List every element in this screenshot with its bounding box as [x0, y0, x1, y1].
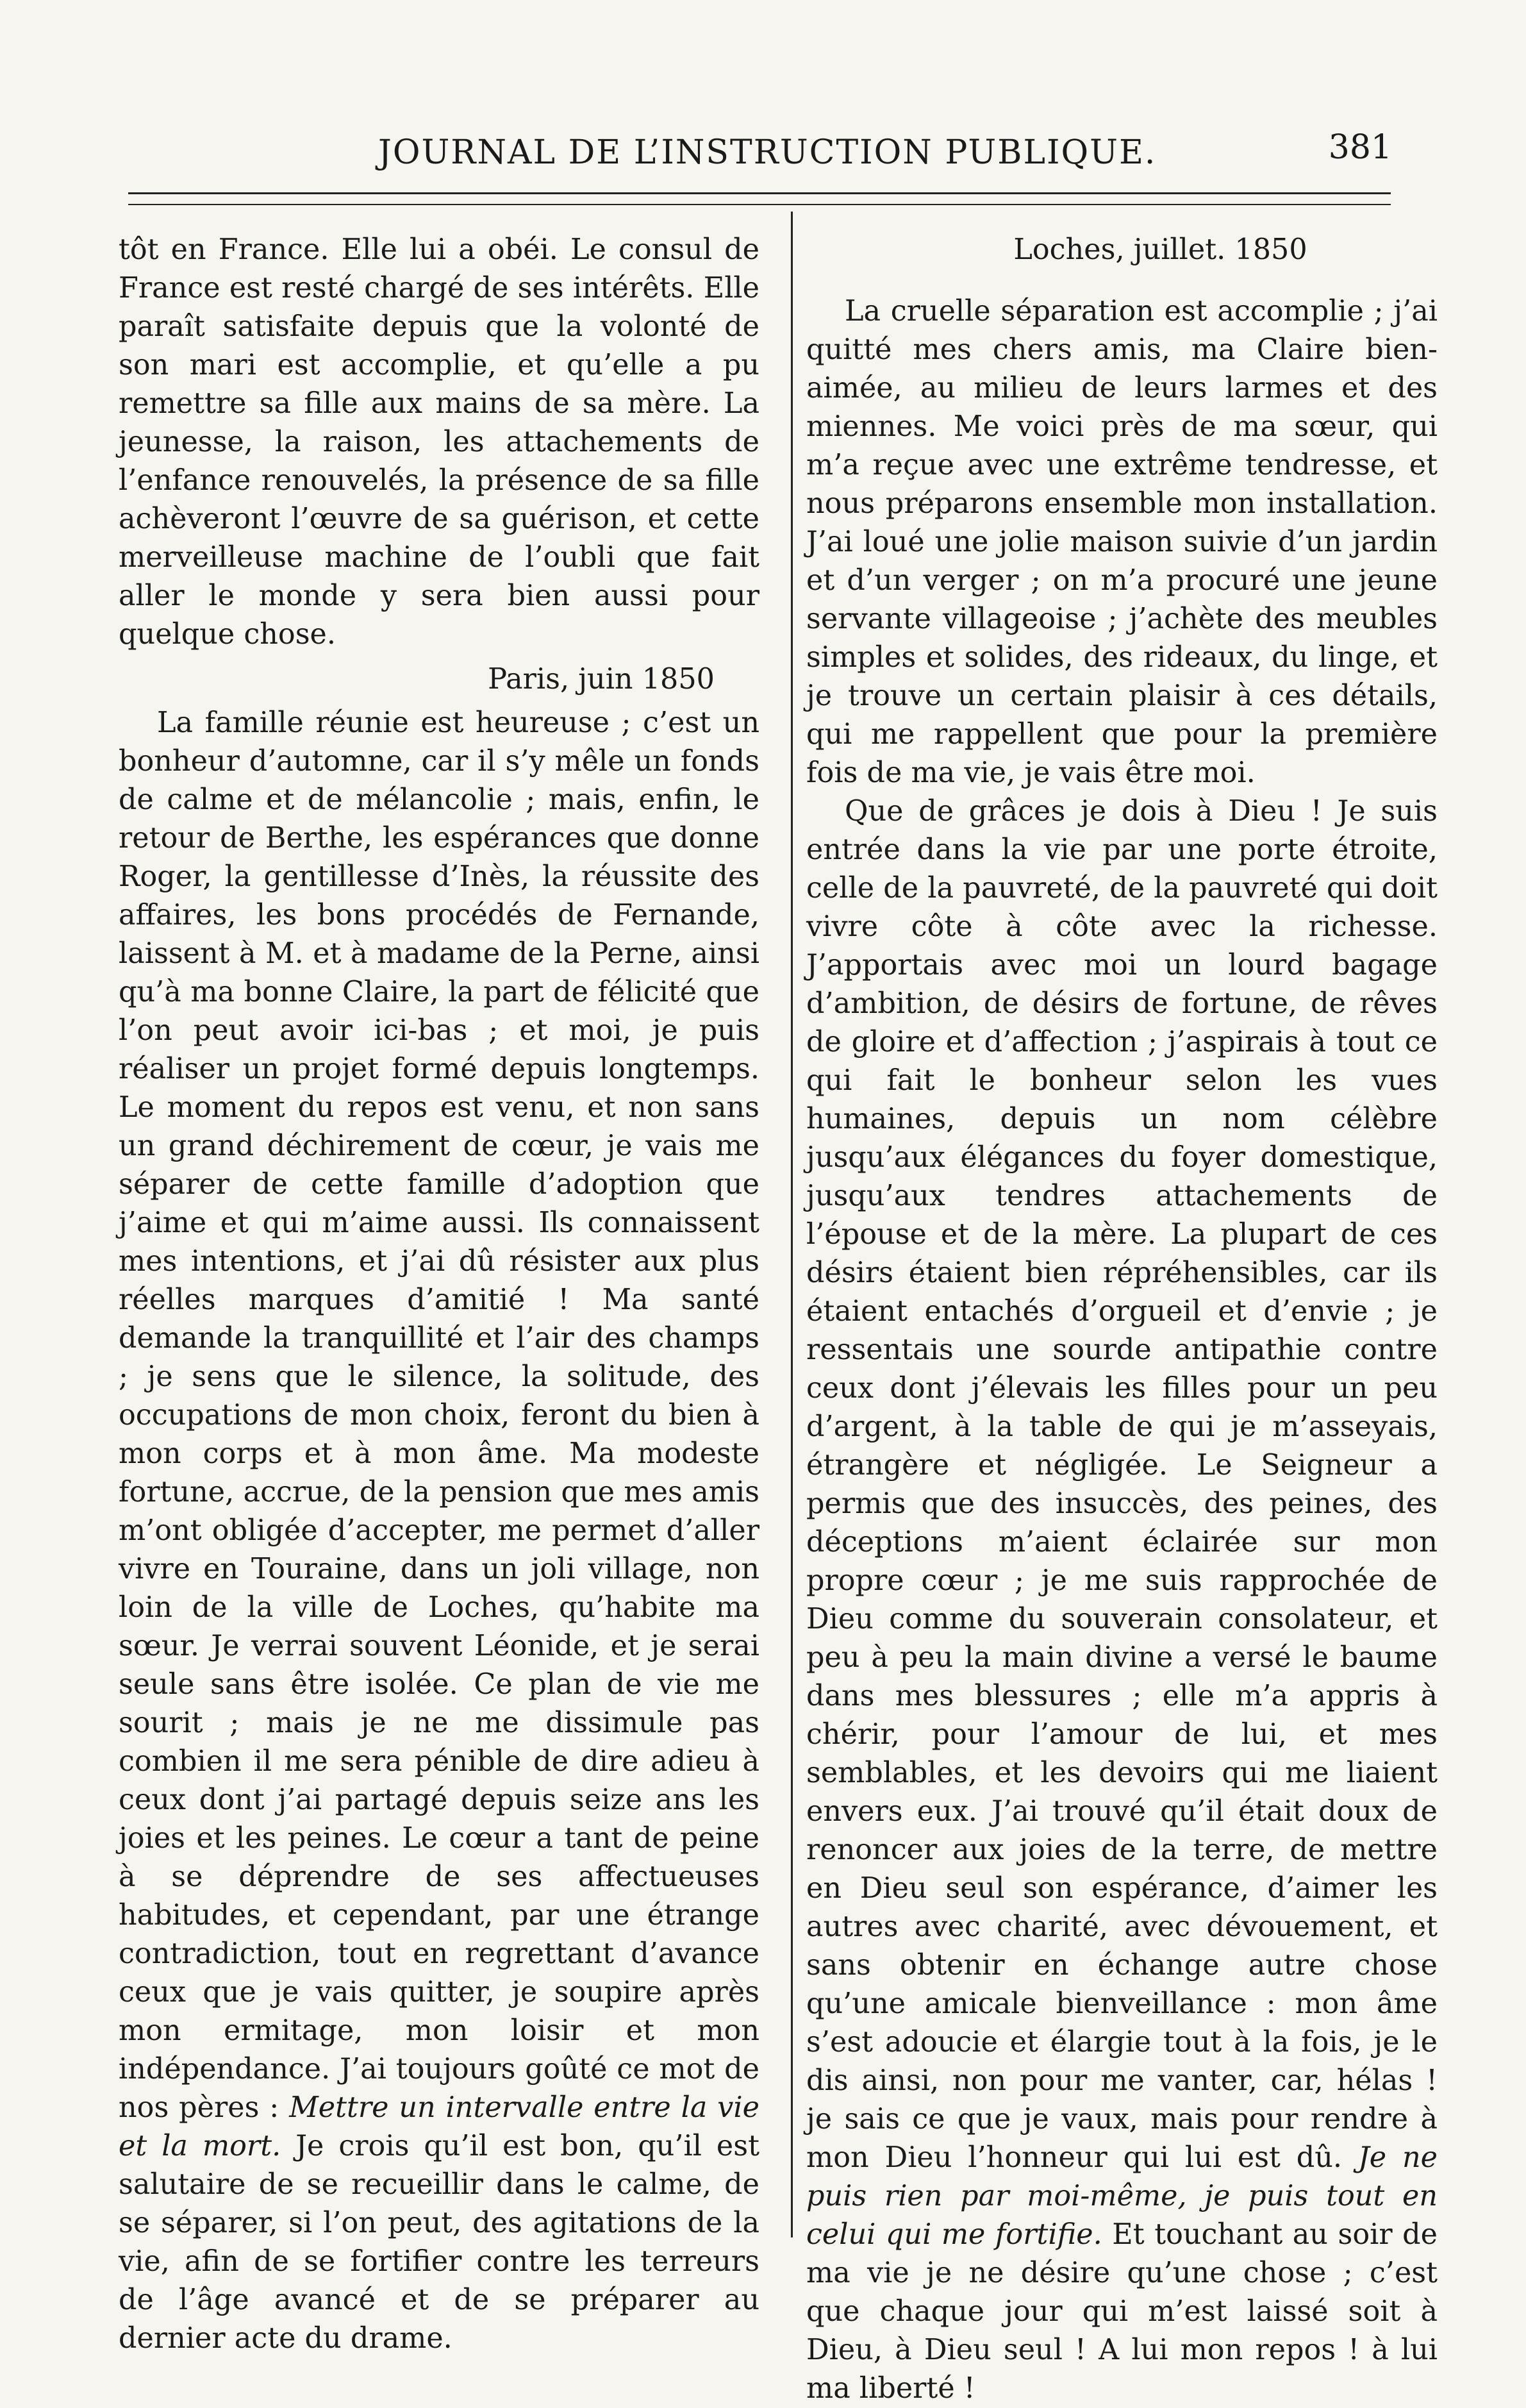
- journal-title: JOURNAL DE L’INSTRUCTION PUBLIQUE.: [378, 133, 1157, 172]
- right-paragraph-2-end: Et touchant au soir de ma vie je ne désire qu’une chose ; c’est que chaque jour qui m’est laissé soit à Dieu, à Dieu seul ! A lui mon repos ! à lui ma liberté !: [806, 2218, 1438, 2405]
- header-rule-thin: [128, 204, 1391, 205]
- page-number: 381: [1328, 128, 1392, 167]
- running-head: [115, 128, 1392, 180]
- left-paragraph-continued: tôt en France. Elle lui a obéi. Le consul de France est resté chargé de ses intérêts. Elle paraît satisfaite depuis que la volonté de son mari est accomplie, et qu’elle a pu remettre sa fille aux mains de sa mère. La jeunesse, la raison, les attachements de l’enfance renouvelés, la présence de sa fille achèveront l’œuvre de sa guérison, et cette merveilleuse machine de l’oubli que fait aller le monde y sera bien aussi pour quelque chose.: [119, 233, 759, 651]
- right-paragraph-2-text: Que de grâces je dois à Dieu ! Je suis entrée dans la vie par une porte étroite, celle de la pauvreté, de la pauvreté qui doit vivre côte à côte avec la richesse. J’apportais avec moi un lourd bagage d’ambition, de désirs de fortune, de rêves de gloire et d’affection ; j’aspirais à tout ce qui fait le bonheur selon les vues humaines, depuis un nom célèbre jusqu’aux élégances du foyer domestique, jusqu’aux tendres attachements de l’épouse et de la mère. La plupart de ces désirs étaient bien répréhensibles, car ils étaient entachés d’orgueil et d’envie ; je ressentais une sourde antipathie contre ceux dont j’élevais les filles pour un peu d’argent, à la table de qui je m’asseyais, étrangère et négligée. Le Seigneur a permis que des insuccès, des peines, des déceptions m’aient éclairée sur mon propre cœur ; je me suis rapprochée de Dieu comme du souverain consolateur, et peu à peu la main divine a versé le baume dans mes blessures ; elle m’a appris à chérir, pour l’amour de lui, et mes semblables, et les devoirs qui me liaient envers eux. J’ai trouvé qu’il était doux de renoncer aux joies de la terre, de mettre en Dieu seul son espérance, d’aimer les autres avec charité, avec dévouement, et sans obtenir en échange autre chose qu’une amicale bienveillance : mon âme s’est adoucie et élargie tout à la fois, je le dis ainsi, non pour me vanter, car, hélas ! je sais ce que je vaux, mais pour rendre à mon Dieu l’honneur qui lui est dû.: [806, 795, 1438, 2174]
- left-paragraph-2-end: Je crois qu’il est bon, qu’il est salutaire de se recueillir dans le calme, de se séparer, si l’on peut, des agitations de la vie, afin de se fortifier contre les terreurs de l’âge avancé et de se préparer au dernier acte du drame.: [119, 2130, 759, 2355]
- right-paragraph-2: [806, 792, 1438, 2408]
- left-column: [119, 231, 759, 2358]
- right-paragraph-1: La cruelle séparation est accomplie ; j’ai quitté mes chers amis, ma Claire bien-aimée, au milieu de leurs larmes et des miennes. Me voici près de ma sœur, qui m’a reçue avec une extrême tendresse, et nous préparons ensemble mon installation. J’ai loué une jolie maison suivie d’un jardin et d’un verger ; on m’a procuré une jeune servante villageoise ; j’achète des meubles simples et solides, des rideaux, du linge, et je trouve un certain plaisir à ces détails, qui me rappellent que pour la première fois de ma vie, je vais être moi.: [806, 295, 1438, 789]
- left-paragraph-2-quote: Mettre un intervalle entre la vie et la mort.: [119, 2091, 759, 2162]
- left-dateline: Paris, juin 1850: [488, 663, 715, 696]
- left-paragraph-2: [119, 704, 759, 2358]
- column-divider: [791, 212, 793, 2237]
- header-rule: [128, 192, 1391, 194]
- right-paragraph-2-quote: Je ne puis rien par moi-même, je puis tout en celui qui me fortifie.: [806, 2141, 1438, 2251]
- left-paragraph-2-text: La famille réunie est heureuse ; c’est un bonheur d’automne, car il s’y mêle un fonds de calme et de mélancolie ; mais, enfin, le retour de Berthe, les espérances que donne Roger, la gentillesse d’Inès, la réussite des affaires, les bons procédés de Fernande, laissent à M. et à madame de la Perne, ainsi qu’à ma bonne Claire, la part de félicité que l’on peut avoir ici-bas ; et moi, je puis réaliser un projet formé depuis longtemps. Le moment du repos est venu, et non sans un grand déchirement de cœur, je vais me séparer de cette famille d’adoption que j’aime et qui m’aime aussi. Ils connaissent mes intentions, et j’ai dû résister aux plus réelles marques d’amitié ! Ma santé demande la tranquillité et l’air des champs ; je sens que le silence, la solitude, des occupations de mon choix, feront du bien à mon corps et à mon âme. Ma modeste fortune, accrue, de la pension que mes amis m’ont obligée d’accepter, me permet d’aller vivre en Touraine, dans un joli village, non loin de la ville de Loches, qu’habite ma sœur. Je verrai souvent Léonide, et je serai seule sans être isolée. Ce plan de vie me sourit ; mais je ne me dissimule pas combien il me sera pénible de dire adieu à ceux dont j’ai partagé depuis seize ans les joies et les peines. Le cœur a tant de peine à se déprendre de ses affectueuses habitudes, et cependant, par une étrange contradiction, tout en regrettant d’avance ceux que je vais quitter, je soupire après mon ermitage, mon loisir et mon indépendance. J’ai toujours goûté ce mot de nos pères :: [119, 707, 759, 2124]
- right-dateline: Loches, juillet. 1850: [1013, 233, 1307, 266]
- right-column: [806, 231, 1438, 2408]
